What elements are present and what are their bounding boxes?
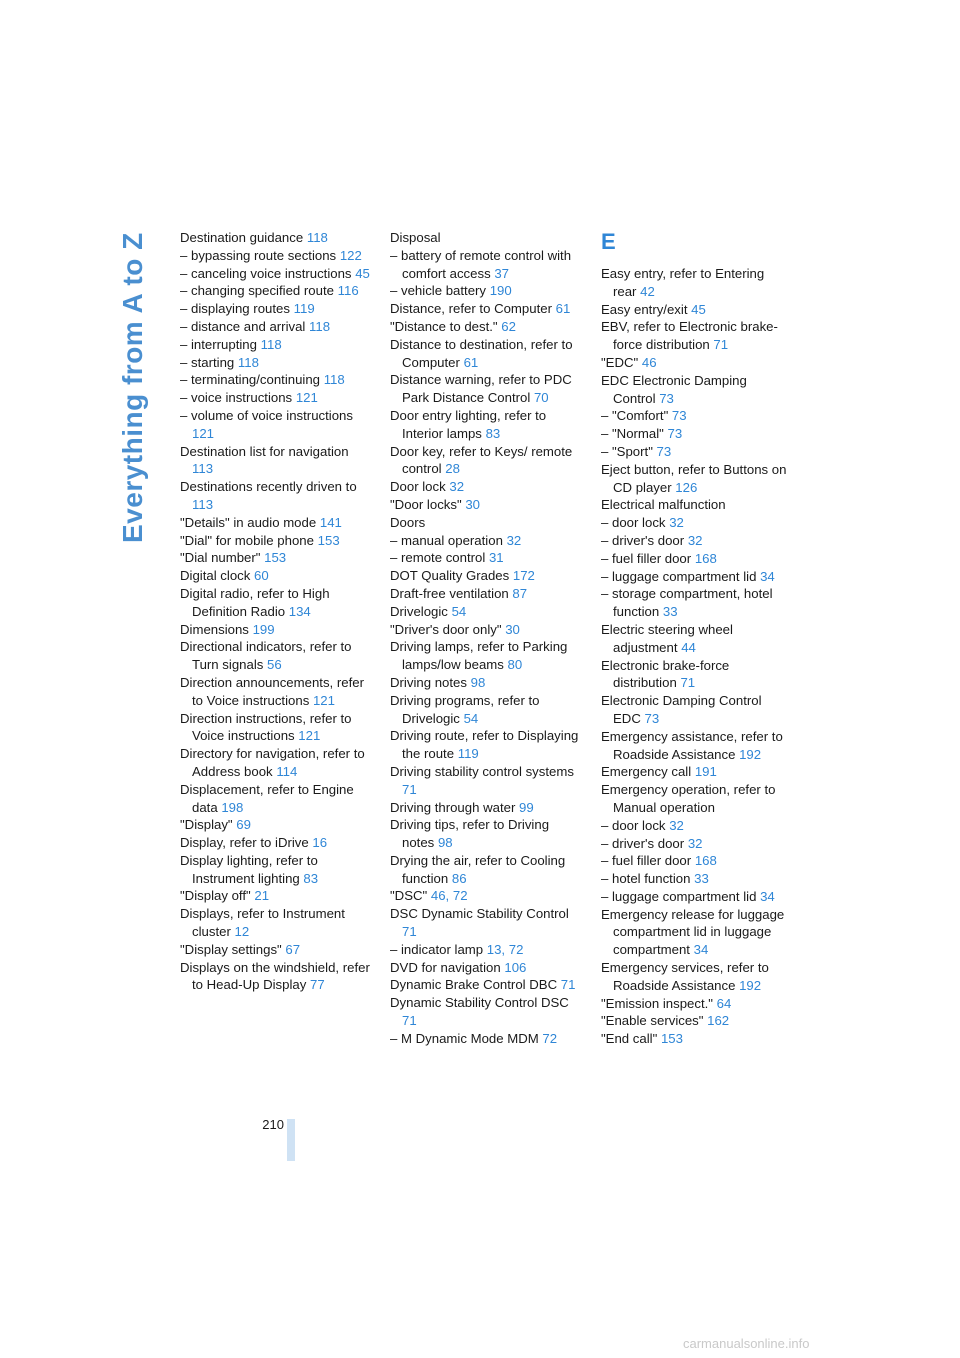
entry-label: – fuel filler door [601, 550, 695, 566]
page-reference-link[interactable]: 62 [501, 318, 516, 334]
page-reference-link[interactable]: 56 [267, 657, 282, 673]
entry-label: Direction announcements, refer to Voice instructions [180, 674, 364, 708]
entry-label: – indicator lamp [390, 941, 487, 957]
page-reference-link[interactable]: 32 [687, 532, 703, 548]
page-reference-link[interactable]: 121 [295, 390, 318, 406]
page-reference-link[interactable]: 42 [640, 283, 655, 299]
page-reference-link[interactable]: 32 [506, 532, 522, 548]
page-reference-link[interactable]: 191 [694, 764, 717, 780]
page-reference-link[interactable]: 32 [669, 515, 684, 531]
page-reference-link[interactable]: 45 [691, 301, 706, 317]
page-reference-link[interactable]: 98 [437, 835, 453, 851]
page-reference-link[interactable]: 28 [445, 461, 460, 477]
index-entry [601, 995, 791, 1013]
page-reference-link[interactable]: 87 [512, 585, 528, 601]
letter-heading-e: E [601, 229, 616, 254]
index-entry [390, 478, 580, 496]
entry-label: Dynamic Brake Control DBC [390, 977, 561, 993]
page-reference-link[interactable]: 71 [713, 337, 729, 353]
page-reference-link[interactable]: 60 [254, 568, 269, 584]
entry-label: Dimensions [180, 621, 253, 637]
entry-label: Drying the air, refer to Cooling function [390, 852, 566, 886]
page-reference-link[interactable]: 61 [555, 301, 571, 317]
section-side-title: Everything from A to Z [117, 232, 148, 543]
page-reference-link[interactable]: 73 [659, 390, 674, 406]
index-entry [390, 300, 580, 318]
index-entry [601, 425, 791, 443]
index-entry [390, 603, 580, 621]
index-entry [601, 692, 791, 728]
page-reference-link[interactable]: 98 [470, 674, 486, 690]
page-reference-link[interactable]: 45 [355, 265, 370, 281]
page-reference-link[interactable]: 114 [276, 763, 298, 779]
entry-label: Emergency assistance, refer to Roadside Assistance [601, 728, 783, 762]
index-entry [390, 532, 580, 550]
entry-label: – changing specified route [180, 283, 338, 299]
page-reference-link[interactable]: 141 [319, 514, 342, 530]
entry-label: "Enable services" [601, 1013, 708, 1029]
index-entry [180, 532, 370, 550]
entry-label: Easy entry, refer to Entering rear [601, 266, 765, 299]
entry-label: "Distance to dest." [390, 318, 502, 334]
entry-label: Driving programs, refer to Drivelogic [390, 692, 540, 726]
entry-label: Directory for navigation, refer to Address book [180, 746, 365, 779]
index-entry [601, 1012, 791, 1030]
page-reference-link[interactable]: 119 [293, 301, 315, 317]
page-reference-link[interactable]: 153 [660, 1031, 683, 1047]
index-entry [390, 692, 580, 728]
entry-label: "Emission inspect." [601, 995, 717, 1011]
page-reference-link[interactable]: 67 [285, 941, 301, 957]
index-entry [390, 976, 580, 994]
page-reference-link[interactable]: 121 [312, 692, 335, 708]
entry-label: Displays, refer to Instrument cluster [180, 906, 345, 940]
entry-label: "Driver's door only" [390, 621, 506, 637]
index-entry [390, 763, 580, 799]
entry-label: Door key, refer to Keys/ remote control [390, 443, 573, 477]
index-entries-e [601, 265, 791, 1048]
page-reference-link[interactable]: 32 [669, 817, 684, 833]
entry-label: – storage compartment, hotel function [601, 586, 773, 620]
index-column-1 [180, 229, 370, 994]
index-entry [601, 1030, 791, 1048]
index-entry [601, 496, 791, 514]
index-column-3 [601, 229, 791, 1048]
page-reference-link[interactable]: 70 [533, 390, 549, 406]
index-entry [601, 461, 791, 497]
page-reference-link[interactable]: 113 [192, 461, 214, 477]
page-reference-link[interactable]: 121 [192, 425, 215, 441]
entry-label: Draft-free ventilation [390, 585, 513, 601]
entry-label: Driving notes [390, 674, 471, 690]
entry-label: EBV, refer to Electronic brake-force distribution [601, 319, 778, 353]
page-reference-link[interactable]: 118 [260, 336, 282, 352]
page-reference-link[interactable]: 34 [760, 888, 775, 904]
entry-label: Direction instructions, refer to Voice instructions [180, 710, 352, 744]
index-entry [180, 478, 370, 514]
index-entry [180, 674, 370, 710]
entry-label: – manual operation [390, 532, 507, 548]
index-entry [601, 568, 791, 586]
page-reference-link[interactable]: 153 [264, 550, 287, 566]
entry-label: Driving stability control systems [390, 763, 574, 779]
index-entry [180, 318, 370, 336]
entry-label: "Door locks" [390, 496, 466, 512]
page-reference-link[interactable]: 80 [507, 657, 523, 673]
page-reference-link[interactable]: 54 [463, 710, 479, 726]
entry-label: Door entry lighting, refer to Interior lamps [390, 407, 547, 441]
index-entry [390, 318, 580, 336]
index-entry [180, 229, 370, 247]
entry-label: Emergency services, refer to Roadside Assistance [601, 960, 769, 993]
entry-label: EDC Electronic Damping Control [601, 372, 747, 406]
page-reference-link[interactable]: 99 [519, 799, 534, 815]
index-entry [390, 407, 580, 443]
index-entry [601, 265, 791, 301]
entry-label: – "Normal" [601, 426, 668, 442]
index-entry [180, 745, 370, 781]
index-column-2 [390, 229, 580, 1048]
index-entry [390, 496, 580, 514]
page-reference-link[interactable]: 46 [641, 354, 657, 370]
page-reference-link[interactable]: 73 [656, 443, 672, 459]
page-reference-link[interactable]: 71 [402, 1013, 417, 1029]
page-reference-link[interactable]: 118 [306, 230, 328, 245]
page-reference-link[interactable]: 71 [680, 675, 696, 691]
index-entry [390, 549, 580, 567]
index-entry [180, 336, 370, 354]
index-entry [180, 941, 370, 959]
entry-label: – driver's door [601, 532, 688, 548]
entry-label: – M Dynamic Mode MDM [390, 1030, 543, 1046]
entry-label: – battery of remote control with comfort access [390, 247, 572, 281]
entry-label: – terminating/continuing [180, 372, 324, 388]
index-entry [601, 514, 791, 532]
entry-label: – vehicle battery [390, 283, 490, 299]
index-entry [601, 906, 791, 959]
page-marker-bar [287, 1119, 295, 1161]
index-entry [601, 817, 791, 835]
index-entry [601, 870, 791, 888]
index-entry [601, 621, 791, 657]
index-entry [601, 781, 791, 817]
index-entry [390, 638, 580, 674]
entry-label: – fuel filler door [601, 853, 695, 869]
page-reference-link[interactable]: 121 [298, 728, 321, 744]
index-entry [390, 727, 580, 763]
page-reference-link[interactable]: 61 [463, 354, 479, 370]
index-entry [390, 799, 580, 817]
index-entry [180, 247, 370, 265]
page-reference-link[interactable]: 172 [512, 568, 535, 584]
index-entry [601, 443, 791, 461]
page-reference-link[interactable]: 54 [451, 603, 467, 619]
entry-label: Driving tips, refer to Driving notes [390, 817, 550, 851]
entry-label: Door lock [390, 479, 450, 495]
page-reference-link[interactable]: 31 [488, 550, 504, 566]
page-reference-link[interactable]: 73 [667, 426, 683, 442]
index-entry [390, 247, 580, 283]
entry-label: DVD for navigation [390, 959, 505, 975]
index-entry [390, 371, 580, 407]
page-reference-link[interactable]: 119 [457, 746, 479, 762]
index-entry [180, 887, 370, 905]
page-reference-link[interactable]: 12 [234, 924, 250, 940]
page-reference-link[interactable]: 118 [323, 372, 345, 388]
page-reference-link[interactable]: 37 [494, 265, 510, 281]
entry-label: – luggage compartment lid [601, 568, 761, 584]
entry-label: Doors [390, 514, 426, 530]
index-entry [601, 532, 791, 550]
page-reference-link[interactable]: 34 [693, 942, 709, 958]
index-entry [390, 816, 580, 852]
page-reference-link[interactable]: 113 [192, 496, 214, 512]
entry-label: Destination list for navigation [180, 443, 349, 459]
entry-label: "Display" [180, 817, 237, 833]
page-reference-link[interactable]: 77 [310, 977, 325, 993]
index-entry [390, 674, 580, 692]
entry-label: "DSC" [390, 888, 431, 904]
index-entry [390, 941, 580, 959]
entry-label: Directional indicators, refer to Turn signals [180, 639, 352, 673]
index-entry [601, 318, 791, 354]
page-reference-link[interactable]: 122 [339, 247, 362, 263]
index-entry [390, 567, 580, 585]
index-entry [390, 621, 580, 639]
entry-label: Disposal [390, 230, 441, 245]
entry-label: Driving through water [390, 799, 520, 815]
index-entry [601, 407, 791, 425]
entry-label: – displaying routes [180, 301, 294, 317]
entry-label: DSC Dynamic Stability Control [390, 906, 569, 922]
page-reference-link[interactable]: 72 [542, 1030, 558, 1046]
page-reference-link[interactable]: 71 [560, 977, 576, 993]
page-reference-link[interactable]: 71 [402, 924, 417, 940]
index-entry [390, 905, 580, 941]
index-entry [180, 905, 370, 941]
index-entry [390, 1030, 580, 1048]
index-entry [180, 265, 370, 283]
index-entry [601, 301, 791, 319]
entry-label: Electronic brake-force distribution [601, 657, 730, 691]
index-entry [390, 229, 580, 247]
page-reference-link[interactable]: 126 [675, 479, 698, 495]
index-entry [180, 710, 370, 746]
entry-label: Easy entry/exit [601, 301, 692, 317]
index-entry [180, 371, 370, 389]
entry-label: – door lock [601, 515, 670, 531]
index-entry [180, 816, 370, 834]
entry-label: Electrical malfunction [601, 497, 726, 513]
index-entry [180, 567, 370, 585]
page-reference-link[interactable]: 16 [312, 835, 328, 851]
page-reference-link[interactable]: 83 [303, 870, 319, 886]
watermark: carmanualsonline.info [683, 1336, 810, 1351]
entry-label: Distance to destination, refer to Computer [390, 336, 573, 370]
entry-label: Emergency operation, refer to Manual operation [601, 782, 776, 815]
page-reference-link[interactable]: 32 [449, 479, 465, 495]
entry-label: DOT Quality Grades [390, 568, 513, 584]
entry-label: "Details" in audio mode [180, 514, 320, 530]
index-entry [180, 389, 370, 407]
index-entry [180, 300, 370, 318]
page-reference-link[interactable]: 33 [662, 604, 678, 620]
index-entry [601, 354, 791, 372]
page-reference-link[interactable]: 86 [451, 870, 467, 886]
index-entry [180, 585, 370, 621]
page-reference-link[interactable]: 192 [739, 977, 762, 993]
entry-label: – bypassing route sections [180, 247, 340, 263]
page-reference-link[interactable]: 13, 72 [486, 941, 524, 957]
entry-label: "End call" [601, 1031, 661, 1047]
index-entry [601, 585, 791, 621]
entry-label: – voice instructions [180, 390, 296, 406]
entry-label: "Dial number" [180, 550, 265, 566]
entry-label: Drivelogic [390, 603, 452, 619]
page-reference-link[interactable]: 73 [644, 710, 660, 726]
index-entry [180, 443, 370, 479]
page-reference-link[interactable]: 46, 72 [430, 888, 468, 904]
entry-label: Displays on the windshield, refer to Head-Up Display [180, 959, 370, 993]
page-reference-link[interactable]: 190 [489, 283, 512, 299]
entry-label: Driving route, refer to Displaying the route [390, 728, 579, 762]
index-entry [601, 728, 791, 764]
page-reference-link[interactable]: 71 [402, 781, 417, 797]
index-entry [180, 549, 370, 567]
entry-label: Display lighting, refer to Instrument lighting [180, 852, 318, 886]
page-reference-link[interactable]: 73 [671, 408, 687, 424]
index-entry [180, 514, 370, 532]
page-reference-link[interactable]: 30 [465, 496, 480, 512]
index-entry [180, 282, 370, 300]
page-reference-link[interactable]: 168 [694, 550, 717, 566]
page-reference-link[interactable]: 118 [309, 318, 331, 334]
entry-label: Electronic Damping Control EDC [601, 693, 762, 726]
entry-label: – luggage compartment lid [601, 888, 761, 904]
entry-label: – volume of voice instructions [180, 407, 353, 423]
index-entry [180, 834, 370, 852]
index-entry [601, 763, 791, 781]
entry-label: Digital radio, refer to High Definition Radio [180, 585, 330, 619]
entry-label: – canceling voice instructions [180, 265, 356, 281]
entry-label: – driver's door [601, 835, 688, 851]
entry-label: Electric steering wheel adjustment [601, 621, 733, 655]
entry-label: Dynamic Stability Control DSC [390, 995, 569, 1011]
page-reference-link[interactable]: 199 [252, 621, 275, 637]
page-reference-link[interactable]: 64 [716, 995, 732, 1011]
page-reference-link[interactable]: 168 [694, 853, 717, 869]
entry-label: Digital clock [180, 568, 255, 584]
index-entry [390, 443, 580, 479]
page-reference-link[interactable]: 134 [288, 603, 311, 619]
page-reference-link[interactable]: 44 [681, 639, 696, 655]
index-entry [601, 835, 791, 853]
index-entry [180, 621, 370, 639]
index-entry [180, 638, 370, 674]
index-entry [390, 585, 580, 603]
page-reference-link[interactable]: 116 [337, 283, 359, 299]
entry-label: – "Comfort" [601, 408, 672, 424]
entry-label: – hotel function [601, 871, 695, 887]
entry-label: Destinations recently driven to [180, 479, 357, 495]
index-entry [601, 550, 791, 568]
index-entry [601, 372, 791, 408]
entry-label: – "Sport" [601, 443, 657, 459]
page-reference-link[interactable]: 162 [707, 1013, 730, 1029]
entry-label: Destination guidance [180, 230, 307, 245]
entry-label: Eject button, refer to Buttons on CD player [601, 461, 787, 495]
index-entry [180, 852, 370, 888]
index-entry [390, 887, 580, 905]
index-entry [390, 852, 580, 888]
page-number: 210 [262, 1117, 284, 1132]
index-entry [180, 354, 370, 372]
entry-label: Display, refer to iDrive [180, 835, 313, 851]
page-reference-link[interactable]: 30 [505, 621, 520, 637]
index-entry [390, 514, 580, 532]
page-reference-link[interactable]: 69 [236, 817, 251, 833]
entry-label: Distance warning, refer to PDC Park Distance Control [390, 372, 572, 406]
page-reference-link[interactable]: 33 [694, 871, 709, 887]
index-entry [601, 852, 791, 870]
entry-label: – door lock [601, 817, 670, 833]
page-reference-link[interactable]: 32 [687, 835, 703, 851]
index-entry [180, 959, 370, 995]
index-entry [601, 959, 791, 995]
index-entry [390, 282, 580, 300]
page-reference-link[interactable]: 198 [221, 799, 244, 815]
entry-label: – remote control [390, 550, 489, 566]
entry-label: Emergency call [601, 764, 695, 780]
entry-label: – distance and arrival [180, 318, 310, 334]
page-reference-link[interactable]: 153 [317, 532, 340, 548]
index-entry [390, 959, 580, 977]
entry-label: Displacement, refer to Engine data [180, 781, 354, 815]
page-reference-link[interactable]: 118 [237, 354, 259, 370]
index-entry [601, 888, 791, 906]
page-reference-link[interactable]: 106 [504, 959, 527, 975]
entry-label: Emergency release for luggage compartment lid in luggage compartment [601, 906, 785, 958]
index-entry [180, 781, 370, 817]
entry-label: "Dial" for mobile phone [180, 532, 318, 548]
entry-label: – interrupting [180, 336, 261, 352]
page-reference-link[interactable]: 34 [760, 568, 775, 584]
entry-label: – starting [180, 354, 238, 370]
index-entry [180, 407, 370, 443]
entry-label: "Display settings" [180, 941, 286, 957]
page-reference-link[interactable]: 83 [485, 425, 501, 441]
entry-label: Driving lamps, refer to Parking lamps/low beams [390, 639, 568, 673]
entry-label: Distance, refer to Computer [390, 301, 556, 317]
index-entry [390, 336, 580, 372]
page-reference-link[interactable]: 192 [739, 746, 762, 762]
entry-label: "EDC" [601, 354, 642, 370]
index-entry [601, 657, 791, 693]
entry-label: "Display off" [180, 888, 255, 904]
page-reference-link[interactable]: 21 [254, 888, 270, 904]
index-entry [390, 994, 580, 1030]
